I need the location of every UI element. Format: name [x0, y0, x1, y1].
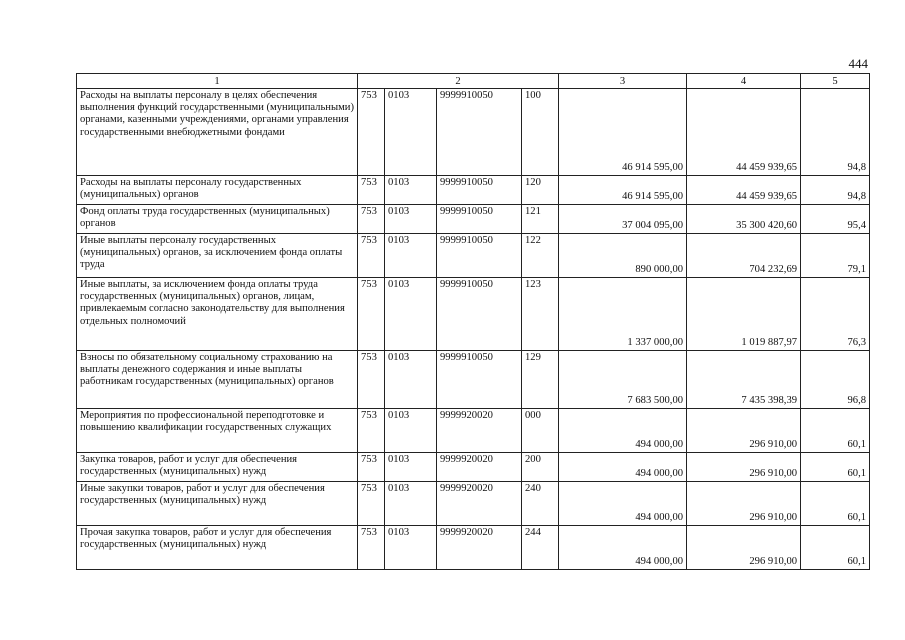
cell-ved-code: 753: [358, 234, 385, 278]
cell-planned-amount: 494 000,00: [559, 453, 687, 482]
cell-expense-type-code: 129: [522, 351, 559, 409]
cell-section-code: 0103: [385, 278, 437, 351]
cell-target-article-code: 9999910050: [437, 205, 522, 234]
cell-section-code: 0103: [385, 526, 437, 570]
cell-actual-amount: 7 435 398,39: [687, 351, 801, 409]
cell-expense-name: Иные закупки товаров, работ и услуг для обеспечения государственных (муниципальных) нужд: [77, 482, 358, 526]
cell-expense-type-code: 122: [522, 234, 559, 278]
cell-ved-code: 753: [358, 453, 385, 482]
table-row: [77, 89, 870, 176]
cell-planned-amount: 890 000,00: [559, 234, 687, 278]
cell-target-article-code: 9999910050: [437, 176, 522, 205]
table-row: [77, 351, 870, 409]
cell-ved-code: 753: [358, 205, 385, 234]
cell-actual-amount: 296 910,00: [687, 526, 801, 570]
cell-target-article-code: 9999920020: [437, 409, 522, 453]
cell-expense-type-code: 200: [522, 453, 559, 482]
cell-ved-code: 753: [358, 526, 385, 570]
cell-expense-type-code: 123: [522, 278, 559, 351]
table-row: [77, 278, 870, 351]
cell-target-article-code: 9999910050: [437, 278, 522, 351]
budget-table: [76, 73, 870, 570]
cell-execution-percent: 94,8: [801, 89, 870, 176]
cell-expense-name: Иные выплаты персоналу государственных (муниципальных) органов, за исключением фонда оплаты труда: [77, 234, 358, 278]
cell-ved-code: 753: [358, 176, 385, 205]
cell-target-article-code: 9999920020: [437, 526, 522, 570]
cell-target-article-code: 9999910050: [437, 89, 522, 176]
cell-expense-type-code: 120: [522, 176, 559, 205]
cell-execution-percent: 60,1: [801, 526, 870, 570]
cell-expense-name: Прочая закупка товаров, работ и услуг для обеспечения государственных (муниципальных) нужд: [77, 526, 358, 570]
cell-ved-code: 753: [358, 409, 385, 453]
cell-section-code: 0103: [385, 351, 437, 409]
cell-actual-amount: 1 019 887,97: [687, 278, 801, 351]
table-row: [77, 176, 870, 205]
cell-target-article-code: 9999920020: [437, 482, 522, 526]
cell-planned-amount: 494 000,00: [559, 526, 687, 570]
table-row: [77, 526, 870, 570]
cell-planned-amount: 37 004 095,00: [559, 205, 687, 234]
table-row: [77, 205, 870, 234]
table-row: [77, 453, 870, 482]
cell-ved-code: 753: [358, 482, 385, 526]
cell-planned-amount: 46 914 595,00: [559, 89, 687, 176]
cell-section-code: 0103: [385, 453, 437, 482]
cell-section-code: 0103: [385, 89, 437, 176]
header-col-2: 2: [358, 74, 559, 89]
cell-ved-code: 753: [358, 89, 385, 176]
cell-actual-amount: 44 459 939,65: [687, 89, 801, 176]
cell-execution-percent: 96,8: [801, 351, 870, 409]
table-body: [77, 89, 870, 570]
cell-section-code: 0103: [385, 234, 437, 278]
cell-execution-percent: 60,1: [801, 453, 870, 482]
cell-section-code: 0103: [385, 482, 437, 526]
cell-target-article-code: 9999920020: [437, 453, 522, 482]
cell-expense-name: Фонд оплаты труда государственных (муниципальных) органов: [77, 205, 358, 234]
cell-execution-percent: 95,4: [801, 205, 870, 234]
page-number: 444: [848, 56, 868, 71]
cell-expense-type-code: 000: [522, 409, 559, 453]
header-col-3: 3: [559, 74, 687, 89]
table-row: [77, 482, 870, 526]
cell-actual-amount: 296 910,00: [687, 482, 801, 526]
cell-expense-name: Расходы на выплаты персоналу в целях обеспечения выполнения функций государственными (муниципальными) органами, казенными учреждениями, органами управления государственными внебюджетными фондами: [77, 89, 358, 176]
cell-section-code: 0103: [385, 205, 437, 234]
cell-expense-type-code: 100: [522, 89, 559, 176]
cell-planned-amount: 46 914 595,00: [559, 176, 687, 205]
cell-expense-name: Мероприятия по профессиональной переподготовке и повышению квалификации государственных служащих: [77, 409, 358, 453]
table-header-row: [77, 74, 870, 89]
cell-execution-percent: 94,8: [801, 176, 870, 205]
table-row: [77, 234, 870, 278]
cell-execution-percent: 76,3: [801, 278, 870, 351]
cell-actual-amount: 296 910,00: [687, 409, 801, 453]
cell-actual-amount: 44 459 939,65: [687, 176, 801, 205]
cell-planned-amount: 7 683 500,00: [559, 351, 687, 409]
cell-expense-name: Иные выплаты, за исключением фонда оплаты труда государственных (муниципальных) органов, лицам, привлекаемым согласно законодательству для выполнения отдельных полномочий: [77, 278, 358, 351]
cell-expense-type-code: 240: [522, 482, 559, 526]
table-row: [77, 409, 870, 453]
cell-execution-percent: 60,1: [801, 409, 870, 453]
cell-expense-name: Взносы по обязательному социальному страхованию на выплаты денежного содержания и иные выплаты работникам государственных (муниципальных) органов: [77, 351, 358, 409]
header-col-1: 1: [77, 74, 358, 89]
cell-ved-code: 753: [358, 278, 385, 351]
cell-target-article-code: 9999910050: [437, 234, 522, 278]
cell-expense-type-code: 244: [522, 526, 559, 570]
cell-execution-percent: 60,1: [801, 482, 870, 526]
cell-planned-amount: 1 337 000,00: [559, 278, 687, 351]
cell-expense-name: Закупка товаров, работ и услуг для обеспечения государственных (муниципальных) нужд: [77, 453, 358, 482]
cell-actual-amount: 704 232,69: [687, 234, 801, 278]
cell-planned-amount: 494 000,00: [559, 409, 687, 453]
cell-ved-code: 753: [358, 351, 385, 409]
cell-execution-percent: 79,1: [801, 234, 870, 278]
cell-section-code: 0103: [385, 409, 437, 453]
cell-target-article-code: 9999910050: [437, 351, 522, 409]
cell-expense-type-code: 121: [522, 205, 559, 234]
cell-section-code: 0103: [385, 176, 437, 205]
cell-planned-amount: 494 000,00: [559, 482, 687, 526]
cell-expense-name: Расходы на выплаты персоналу государственных (муниципальных) органов: [77, 176, 358, 205]
header-col-5: 5: [801, 74, 870, 89]
cell-actual-amount: 296 910,00: [687, 453, 801, 482]
cell-actual-amount: 35 300 420,60: [687, 205, 801, 234]
header-col-4: 4: [687, 74, 801, 89]
